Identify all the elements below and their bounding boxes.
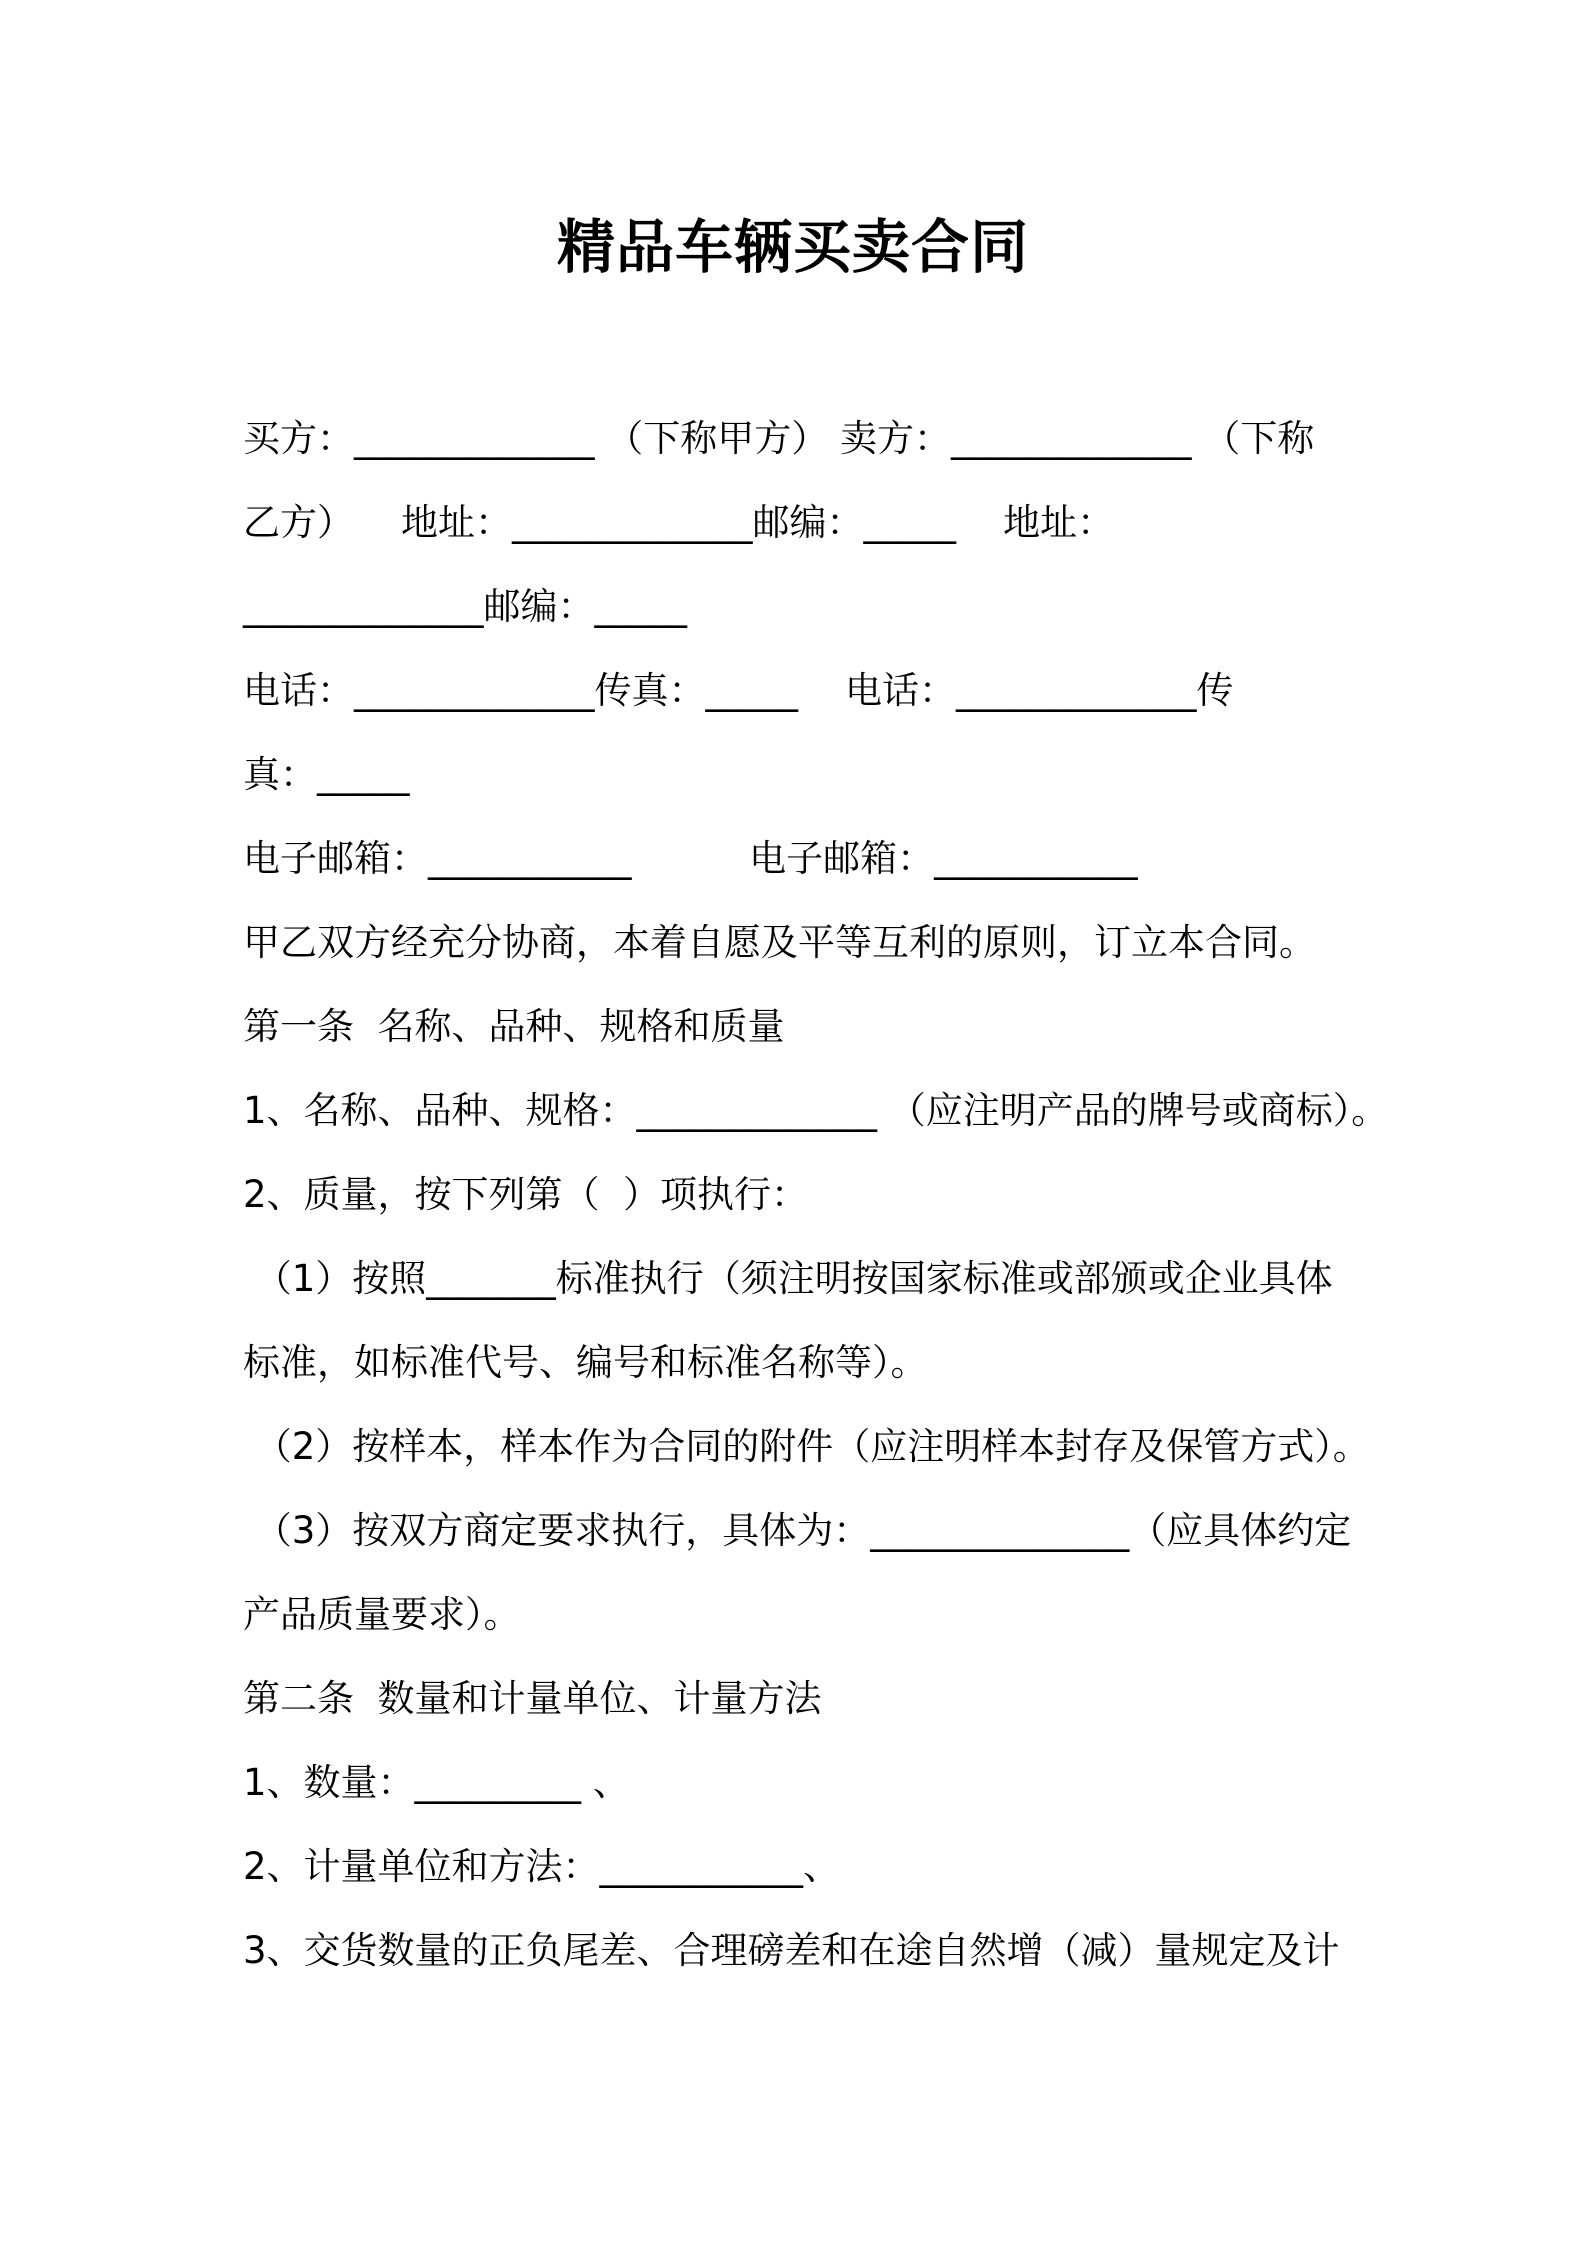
party-info-line-6: 电子邮箱：___________ 电子邮箱：___________ [243,837,1138,880]
party-info-line-2: 乙方） 地址：_____________邮编：_____ 地址： [243,501,1115,544]
party-info-line-1: 买方：_____________ （下称甲方） 卖方：_____________ （下称 [243,417,1315,460]
article-1-heading: 第一条 名称、品种、规格和质量 [243,1005,785,1048]
party-info-line-5: 真：_____ [243,753,410,796]
article-2-item-1: 1、数量：_________ 、 [243,1761,630,1804]
party-info-line-4: 电话：_____________传真：_____ 电话：_____________传 [243,669,1234,712]
article-2-heading: 第二条 数量和计量单位、计量方法 [243,1677,822,1720]
article-2-item-2: 2、计量单位和方法：___________、 [243,1845,841,1888]
article-1-item-1: 1、名称、品种、规格：_____________ （应注明产品的牌号或商标）。 [243,1089,1389,1132]
article-1-subitem-1-line-1: （1）按照_______标准执行（须注明按国家标准或部颁或企业具体 [243,1257,1333,1300]
article-1-subitem-3-line-1: （3）按双方商定要求执行，具体为：______________（应具体约定 [243,1509,1352,1552]
article-1-subitem-2: （2）按样本，样本作为合同的附件（应注明样本封存及保管方式）。 [243,1425,1370,1468]
article-1-subitem-3-line-2: 产品质量要求）。 [243,1593,521,1636]
article-1-subitem-1-line-2: 标准，如标准代号、编号和标准名称等）。 [243,1341,928,1384]
preamble-line: 甲乙双方经充分协商，本着自愿及平等互利的原则，订立本合同。 [243,921,1316,964]
article-2-item-3: 3、交货数量的正负尾差、合理磅差和在途自然增（减）量规定及计 [243,1929,1340,1972]
article-1-item-2: 2、质量，按下列第（ ）项执行： [243,1173,809,1216]
document-title: 精品车辆买卖合同 [556,213,1029,281]
party-info-line-3: _____________邮编：_____ [243,585,687,628]
